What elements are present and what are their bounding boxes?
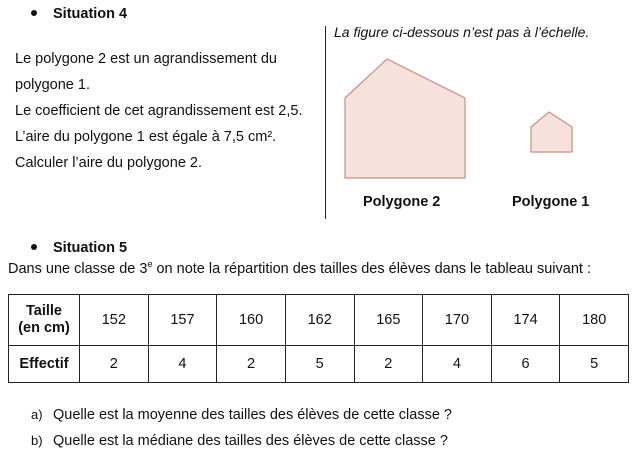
situation-4-text xyxy=(15,46,303,176)
table-cell: 2 xyxy=(217,346,286,383)
vertical-divider xyxy=(325,26,326,219)
table-cell: 157 xyxy=(148,295,217,346)
table-cell: 4 xyxy=(148,346,217,383)
table-cell: 180 xyxy=(560,295,629,346)
table-header-effectif: Effectif xyxy=(9,346,80,383)
table-cell: 170 xyxy=(423,295,492,346)
table-cell: 5 xyxy=(285,346,354,383)
situation-4-heading xyxy=(31,6,127,22)
bullet-icon xyxy=(31,244,37,250)
bullet-icon xyxy=(31,10,37,16)
polygon-2-shape xyxy=(345,59,465,178)
situation-5-intro xyxy=(8,259,591,277)
polygon-figure xyxy=(330,50,630,185)
question-a xyxy=(31,407,452,423)
question-text: Quelle est la médiane des tailles des élèves de cette classe ? xyxy=(53,433,448,449)
table-cell: 152 xyxy=(80,295,149,346)
situation-4-title: Situation 4 xyxy=(53,6,128,22)
heights-table xyxy=(8,294,629,383)
header-line: Taille xyxy=(26,303,62,319)
situation-4-line: Le polygone 2 est un agrandissement du xyxy=(15,51,277,67)
situation-4-line: polygone 1. xyxy=(15,77,90,93)
table-cell: 2 xyxy=(354,346,423,383)
table-cell: 2 xyxy=(80,346,149,383)
table-cell: 160 xyxy=(217,295,286,346)
question-letter: b) xyxy=(31,433,43,448)
table-cell: 4 xyxy=(423,346,492,383)
polygon-2-label: Polygone 2 xyxy=(363,194,441,210)
polygon-1-shape xyxy=(531,112,572,152)
table-row xyxy=(9,295,629,346)
table-cell: 162 xyxy=(285,295,354,346)
situation-5-heading xyxy=(31,240,127,256)
table-header-taille xyxy=(9,295,80,346)
polygon-1-label: Polygone 1 xyxy=(512,194,590,210)
situation-4-line: L’aire du polygone 1 est égale à 7,5 cm². xyxy=(15,129,277,145)
table-cell: 174 xyxy=(491,295,560,346)
intro-superscript: e xyxy=(147,259,153,269)
figure-note: La figure ci-dessous n’est pas à l’échelle. xyxy=(334,24,590,40)
question-b xyxy=(31,433,448,449)
question-text: Quelle est la moyenne des tailles des élèves de cette classe ? xyxy=(53,407,452,423)
header-line: (en cm) xyxy=(18,320,70,336)
situation-4-line: Calculer l’aire du polygone 2. xyxy=(15,155,202,171)
table-cell: 5 xyxy=(560,346,629,383)
situation-4-line: Le coefficient de cet agrandissement est 2,5. xyxy=(15,103,303,119)
table-cell: 6 xyxy=(491,346,560,383)
situation-5-title: Situation 5 xyxy=(53,240,128,256)
question-letter: a) xyxy=(31,407,43,422)
table-cell: 165 xyxy=(354,295,423,346)
intro-text: Dans une classe de 3 xyxy=(8,260,148,277)
intro-text-rest: on note la répartition des tailles des élèves dans le tableau suivant : xyxy=(152,260,591,277)
table-row xyxy=(9,346,629,383)
